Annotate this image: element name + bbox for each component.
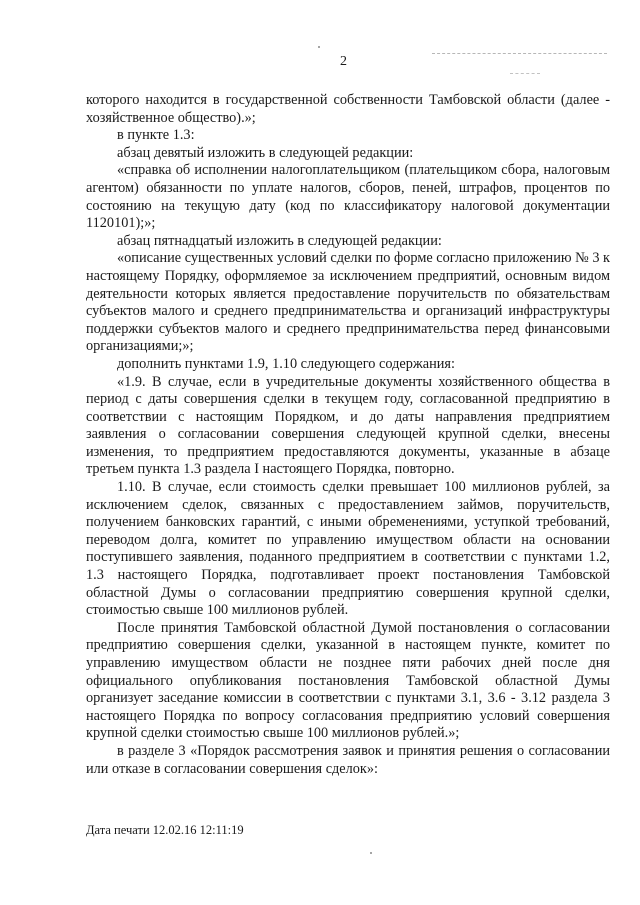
scan-artifact-marks (432, 53, 607, 60)
paragraph: «1.9. В случае, если в учредительные документы хозяйственного общества в период с даты совершения сделки в текущем году, согласованной предприятию в соответствии с настоящим Порядком, и до даты направления предприятием заявления о согласовании совершения следующей крупной сделки, внесены изменения, то предприятием предоставляются документы, указанные в абзаце третьем пункта 1.3 раздела I настоящего Порядка, повторно. (86, 373, 610, 478)
paragraph: в пункте 1.3: (117, 127, 195, 144)
paragraph: которого находится в государственной собственности Тамбовской области (далее - хозяйственное общество).»; (86, 92, 610, 126)
paragraph: дополнить пунктами 1.9, 1.10 следующего содержания: (117, 355, 455, 372)
print-date: Дата печати 12.02.16 12:11:19 (86, 823, 244, 837)
scan-speck (370, 852, 372, 854)
paragraph: в разделе 3 «Порядок рассмотрения заявок и принятия решения о согласовании или отказе в согласовании совершения сделок»: (86, 742, 610, 777)
paragraph: абзац девятый изложить в следующей редакции: (117, 144, 414, 161)
paragraph: После принятия Тамбовской областной Думой постановления о согласовании предприятию совершения сделки, указанной в настоящем пункте, комитет по управлению имуществом области не позднее пяти рабочих дней после дня официального опубликования постановления Тамбовской областной Думы организует заседание комиссии в соответствии с пунктами 3.1, 3.6 - 3.12 раздела 3 настоящего Порядка по вопросу согласования предприятию условий совершения крупной сделки стоимостью свыше 100 миллионов рублей.»; (86, 619, 610, 742)
paragraph: «справка об исполнении налогоплательщиком (плательщиком сбора, налоговым агентом) обязанности по уплате налогов, сборов, пеней, штрафов, процентов по состоянию на текущую дату (код по классификатору налоговой документации 1120101);»; (86, 162, 610, 232)
scan-speck (318, 46, 320, 48)
paragraph: абзац пятнадцатый изложить в следующей редакции: (117, 232, 442, 249)
scan-artifact-marks-small (510, 73, 540, 78)
page-number: 2 (340, 54, 347, 69)
paragraph: 1.10. В случае, если стоимость сделки превышает 100 миллионов рублей, за исключением сделок, связанных с предоставлением займов, поручительств, получением банковских гарантий, с иными обременениями, уступкой требований, переводом долга, комитет по управлению имуществом области на основании поступившего заявления, поданного предприятием в соответствии с пунктами 1.2, 1.3 настоящего Порядка, подготавливает проект постановления Тамбовской областной Думы о согласовании предприятию совершения крупной сделки, стоимостью свыше 100 миллионов рублей. (86, 479, 610, 619)
document-body (86, 92, 610, 778)
paragraph: «описание существенных условий сделки по форме согласно приложению № 3 к настоящему Порядку, оформляемое за исключением предприятий, основным видом деятельности которых является предоставление поручительств по обязательствам субъектов малого и среднего предпринимательства и организаций инфраструктуры поддержки субъектов малого и среднего предпринимательства перед финансовыми организациями;»; (86, 250, 610, 355)
